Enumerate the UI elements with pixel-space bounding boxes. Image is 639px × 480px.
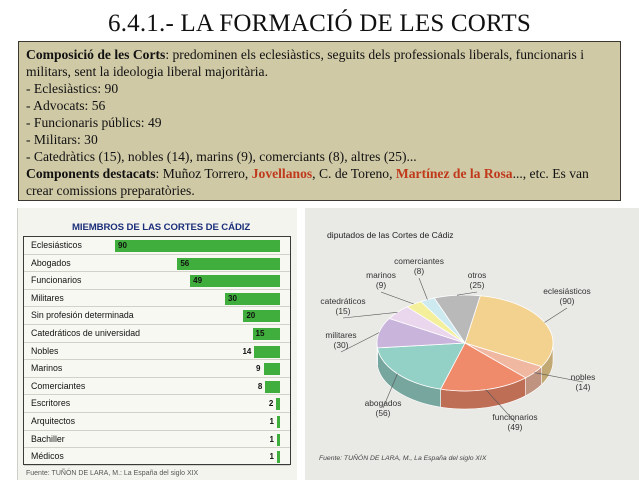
pie-chart-source: Fuente: TUÑÓN DE LARA, M., La España del siglo XIX: [319, 455, 487, 462]
pie-slice-label: [311, 330, 371, 350]
bar-row: [24, 448, 290, 466]
bar-value-label: 90: [118, 241, 127, 250]
pie-slice-name: otros: [467, 270, 487, 280]
bar-row: [24, 413, 290, 431]
pie-slice-label: [389, 256, 449, 276]
pie-slice-value: (56): [375, 408, 391, 418]
slide-title: 6.4.1.- LA FORMACIÓ DE LES CORTS: [108, 10, 531, 37]
bar-row: [24, 255, 290, 273]
pie-slice-label: [447, 270, 507, 290]
bar-chart-title: MIEMBROS DE LAS CORTES DE CÁDIZ: [72, 222, 251, 233]
bar-value-label: 49: [193, 276, 203, 286]
list-item: - Militars: 30: [26, 132, 98, 147]
bar-label: Militares: [31, 292, 64, 303]
pie-slice-label: [537, 286, 597, 306]
composition-heading: Composició de les Corts: [26, 47, 166, 62]
bar-value-label: 56: [180, 258, 190, 268]
bar: [254, 346, 280, 358]
components-text-3: ..., etc. Es van crear comissions preparatòries.: [26, 166, 589, 198]
bar-row: [24, 325, 290, 343]
bar-label: Bachiller: [31, 433, 65, 444]
bar-row: [24, 307, 290, 325]
bar: [277, 451, 280, 463]
pie-slice-label: [353, 398, 413, 418]
bar: [265, 381, 280, 393]
pie-slice-label: [553, 372, 613, 392]
bar-row: [24, 378, 290, 396]
bar-label: Escritores: [31, 398, 71, 409]
bar: [277, 416, 280, 428]
pie-slice-value: (25): [469, 280, 485, 290]
list-item: - Funcionaris públics: 49: [26, 115, 162, 130]
bar-chart-table: [23, 236, 291, 465]
bar-label: Comerciantes: [31, 380, 86, 391]
pie-slice-name: marinos: [366, 270, 396, 280]
bar-value-label: 2: [268, 399, 274, 409]
components-text-2: , C. de Toreno,: [312, 166, 396, 181]
bar-row: [24, 237, 290, 255]
bar-value-label: 15: [255, 329, 265, 338]
components-text-1: : Muñoz Torrero,: [155, 166, 252, 181]
bar-row: [24, 360, 290, 378]
bar-label: Funcionarios: [31, 275, 82, 286]
bar: [277, 434, 280, 446]
components-paragraph: [26, 165, 614, 199]
pie-chart-figure: [305, 208, 639, 480]
pie-slice-name: catedráticos: [320, 296, 366, 306]
bar-value-label: 1: [269, 434, 274, 444]
bar-chart-figure: [17, 208, 297, 480]
bar-value-label: 30: [228, 293, 237, 303]
pie-slice-value: (14): [575, 382, 591, 392]
composition-paragraph: [26, 46, 614, 80]
bar-label: Catedráticos de universidad: [31, 328, 141, 338]
pie-slice-value: (8): [413, 266, 425, 276]
bar-value-label: 8: [257, 381, 263, 391]
bar-value-label: 1: [269, 417, 274, 426]
bar-label: Marinos: [31, 363, 63, 374]
pie-leader-line: [381, 292, 414, 304]
pie-slice-value: (9): [375, 280, 387, 290]
bar-label: Abogados: [31, 257, 71, 268]
pie-slice-name: funcionarios: [492, 412, 538, 422]
pie-slice-value: (49): [507, 422, 523, 432]
bar-value-label: 14: [242, 346, 252, 356]
bar: [115, 240, 280, 252]
composition-text: : predominen els eclesiàstics, seguits dels professionals liberals, funcionaris i militars, sent la ideologia liberal majoritària.: [26, 47, 584, 79]
pie-slice-value: (15): [335, 306, 351, 316]
list-item: - Advocats: 56: [26, 98, 106, 113]
pie-slice-label: [485, 412, 545, 432]
pie-slice-value: (30): [333, 340, 349, 350]
pie-chart-title: diputados de las Cortes de Cádiz: [327, 230, 454, 240]
bar-label: Eclesiásticos: [31, 240, 82, 250]
martinez-de-la-rosa-name: Martínez de la Rosa: [395, 166, 513, 181]
bar-row: [24, 343, 290, 361]
bar-label: Médicos: [31, 451, 64, 462]
pie-slice-name: militares: [325, 330, 357, 340]
bar-value-label: 20: [246, 311, 256, 321]
bar-row: [24, 290, 290, 308]
pie-slice-name: abogados: [364, 398, 402, 408]
pie-slice-label: [313, 296, 373, 316]
bar: [276, 398, 280, 410]
bar-value-label: 9: [256, 364, 261, 374]
bar-row: [24, 431, 290, 449]
bar-value-label: 1: [269, 452, 274, 462]
pie-slice-name: comerciantes: [394, 256, 444, 266]
pie-leader-line: [419, 278, 427, 300]
bar-label: Sin profesión determinada: [31, 310, 134, 321]
pie-leader-line: [545, 308, 567, 323]
bar-row: [24, 395, 290, 413]
jovellanos-name: Jovellanos: [251, 166, 313, 181]
components-heading: Components destacats: [26, 166, 156, 181]
bar-label: Arquitectos: [31, 416, 76, 426]
pie-slice-value: (90): [559, 296, 575, 306]
bar-label: Nobles: [31, 345, 59, 356]
info-box: [18, 41, 621, 201]
bar-chart-source: Fuente: TUÑÓN DE LARA, M.: La España del siglo XIX: [26, 470, 199, 477]
list-item: - Eclesiàstics: 90: [26, 81, 119, 96]
pie-slice-name: eclesiásticos: [543, 286, 591, 296]
bar-row: [24, 272, 290, 290]
pie-slice-name: nobles: [570, 372, 596, 382]
bar: [264, 363, 281, 375]
list-item: - Catedràtics (15), nobles (14), marins (9), comerciants (8), altres (25)...: [26, 149, 417, 164]
